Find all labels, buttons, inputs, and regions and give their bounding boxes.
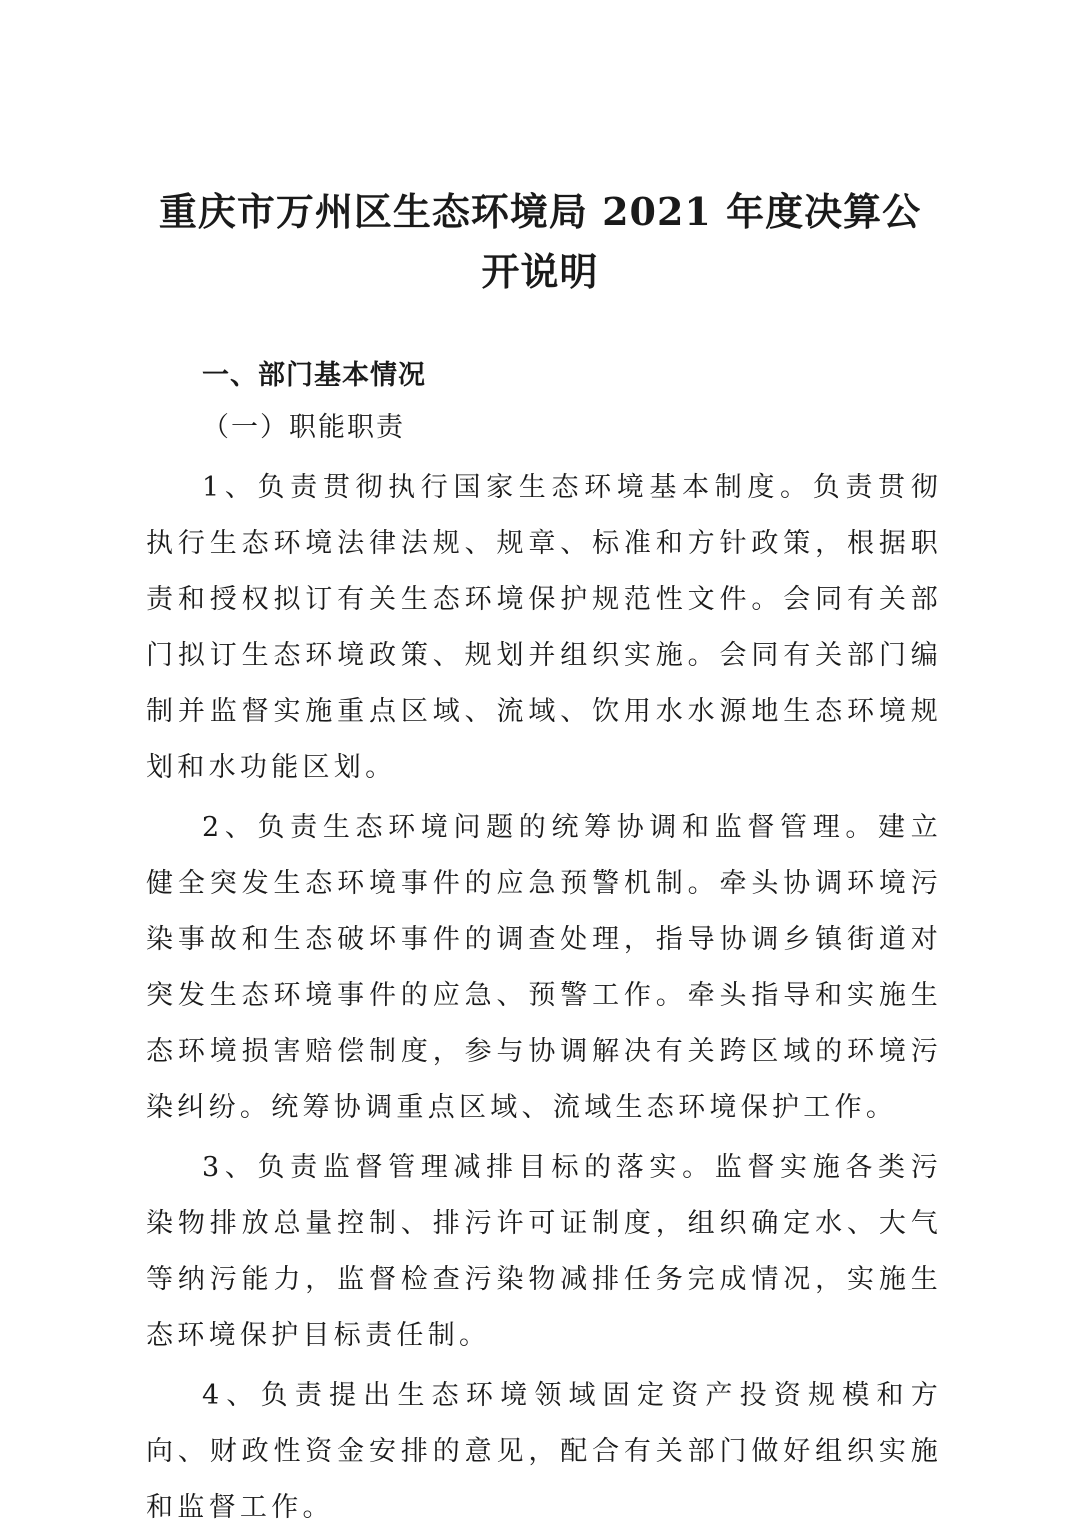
- paragraph-1: 1、负责贯彻执行国家生态环境基本制度。负责贯彻执行生态环境法律法规、规章、标准和方针政策，根据职责和授权拟订有关生态环境保护规范性文件。会同有关部门拟订生态环境政策、规划并组织实施。会同有关部门编制并监督实施重点区域、流域、饮用水水源地生态环境规划和水功能区划。: [146, 472, 942, 783]
- subsection-heading: （一）职能职责: [202, 412, 405, 443]
- paragraph-2: 2、负责生态环境问题的统筹协调和监督管理。建立健全突发生态环境事件的应急预警机制。牵头协调环境污染事故和生态破坏事件的调查处理，指导协调乡镇街道对突发生态环境事件的应急、预警工作。牵头指导和实施生态环境损害赔偿制度，参与协调解决有关跨区域的环境污染纠纷。统筹协调重点区域、流域生态环境保护工作。: [146, 812, 942, 1123]
- paragraph-4: 4、负责提出生态环境领域固定资产投资规模和方向、财政性资金安排的意见，配合有关部门做好组织实施和监督工作。: [146, 1380, 942, 1523]
- document-body: [146, 350, 942, 1536]
- paragraph-3: 3、负责监督管理减排目标的落实。监督实施各类污染物排放总量控制、排污许可证制度，组织确定水、大气等纳污能力，监督检查污染物减排任务完成情况，实施生态环境保护目标责任制。: [146, 1152, 942, 1351]
- section-heading: 一、部门基本情况: [202, 360, 426, 391]
- document-title: 重庆市万州区生态环境局 2021 年度决算公开说明: [158, 189, 922, 294]
